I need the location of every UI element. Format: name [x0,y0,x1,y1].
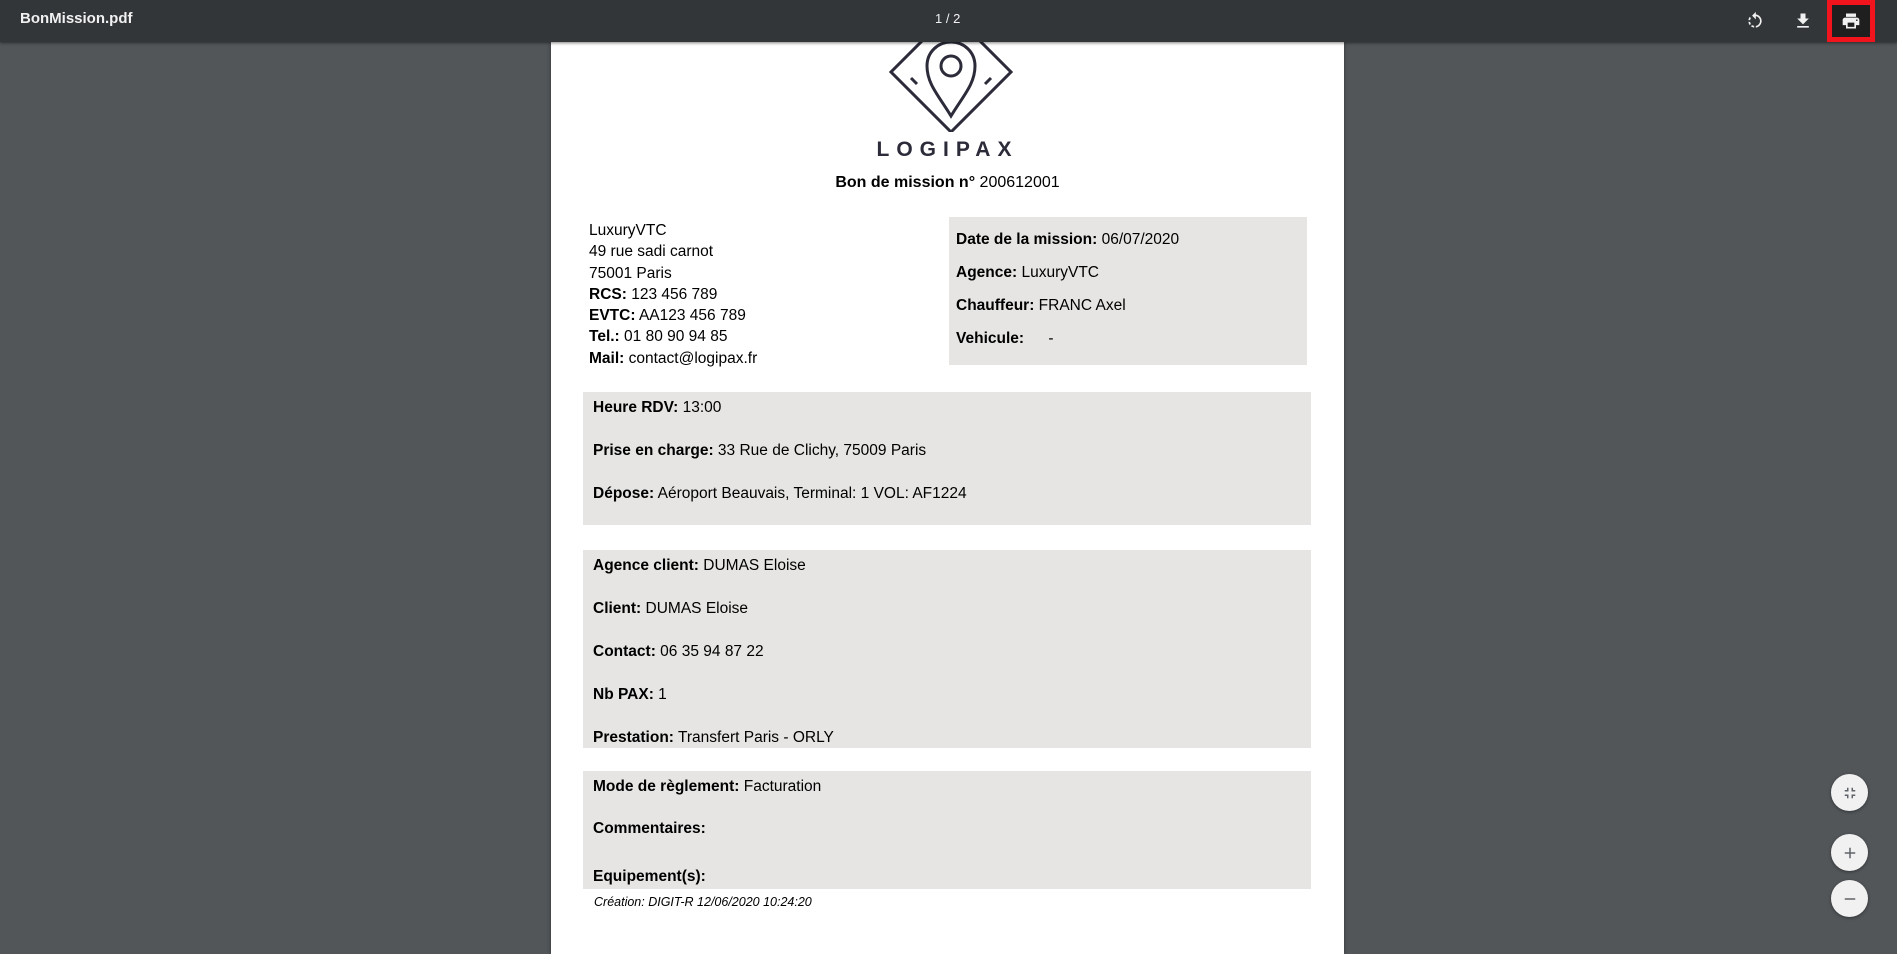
prestation-value: Transfert Paris - ORLY [678,729,834,746]
rcs-label: RCS: [589,285,627,303]
pdf-toolbar [0,0,1897,42]
heure-label: Heure RDV: [593,399,679,416]
tel-value: 01 80 90 94 85 [624,328,728,346]
pdf-page [551,42,1344,954]
company-city: 75001 Paris [589,264,672,282]
mission-info-box [949,217,1307,365]
chauffeur-label: Chauffeur: [956,297,1035,314]
agence-client-label: Agence client: [593,557,699,574]
date-value: 06/07/2020 [1101,231,1180,248]
zoom-in-button[interactable] [1831,834,1868,871]
agence-client-value: DUMAS Eloise [703,557,806,574]
client-value: DUMAS Eloise [645,600,749,617]
logipax-logo-icon [881,32,1021,132]
prestation-row [593,729,1301,772]
date-label: Date de la mission: [956,231,1098,248]
heure-value: 13:00 [682,399,722,416]
chauffeur-row [956,297,1300,330]
creation-stamp: Création: DIGIT-R 12/06/2020 10:24:20 [594,895,812,909]
heure-row [593,399,1301,442]
commentaires-label: Commentaires: [593,820,706,837]
company-evtc [589,305,757,326]
zoom-out-button[interactable] [1831,880,1868,917]
download-icon [1793,11,1813,31]
client-row [593,600,1301,643]
agence-client-row [593,557,1301,600]
agence-row [956,264,1300,297]
commentaires-row [593,820,1301,868]
fit-to-page-button[interactable] [1831,774,1868,811]
prise-value: 33 Rue de Clichy, 75009 Paris [717,442,927,459]
equipements-label: Equipement(s): [593,868,706,885]
evtc-value: AA123 456 789 [638,307,746,325]
trip-box [583,392,1311,525]
company-tel [589,326,757,347]
mission-title-label: Bon de mission n° [835,174,976,191]
depose-row [593,485,1301,528]
vehicule-label: Vehicule: [956,330,1025,347]
mission-title [551,174,1344,192]
mail-value: contact@logipax.fr [628,349,758,367]
rcs-value: 123 456 789 [631,285,718,303]
prise-label: Prise en charge: [593,442,714,459]
mail-label: Mail: [589,349,625,367]
payment-mode-label: Mode de règlement: [593,778,740,795]
company-street: 49 rue sadi carnot [589,243,714,261]
mission-number: 200612001 [979,174,1060,191]
print-button[interactable] [1827,0,1875,42]
client-label: Client: [593,600,642,617]
agence-value: LuxuryVTC [1021,264,1099,281]
company-rcs [589,284,757,305]
brand-name: LOGIPAX [876,138,1019,161]
payment-mode-row [593,778,1301,820]
contact-value: 06 35 94 87 22 [660,643,764,660]
client-box [583,550,1311,748]
payment-box [583,771,1311,889]
fit-to-page-icon [1841,784,1859,802]
company-mail [589,348,757,369]
company-address [589,220,757,369]
pax-label: Nb PAX: [593,686,654,703]
print-icon [1841,11,1861,31]
pax-row [593,686,1301,729]
rotate-button[interactable] [1732,0,1778,42]
pax-value: 1 [658,686,667,703]
chauffeur-value: FRANC Axel [1038,297,1126,314]
prise-row [593,442,1301,485]
vehicule-value: - [1048,330,1054,347]
contact-row [593,643,1301,686]
contact-label: Contact: [593,643,656,660]
document-title: BonMission.pdf [20,10,133,27]
evtc-label: EVTC: [589,307,636,325]
depose-label: Dépose: [593,485,655,502]
company-name: LuxuryVTC [589,222,667,239]
rotate-icon [1745,11,1765,31]
payment-mode-value: Facturation [743,778,822,795]
agence-label: Agence: [956,264,1018,281]
zoom-in-icon [1841,844,1859,862]
prestation-label: Prestation: [593,729,674,746]
vehicule-row [956,330,1300,363]
download-button[interactable] [1780,0,1826,42]
page-indicator: 1 / 2 [935,11,961,26]
zoom-out-icon [1841,890,1859,908]
depose-value: Aéroport Beauvais, Terminal: 1 VOL: AF1224 [657,485,967,502]
mission-date-row [956,231,1300,264]
tel-label: Tel.: [589,328,620,346]
